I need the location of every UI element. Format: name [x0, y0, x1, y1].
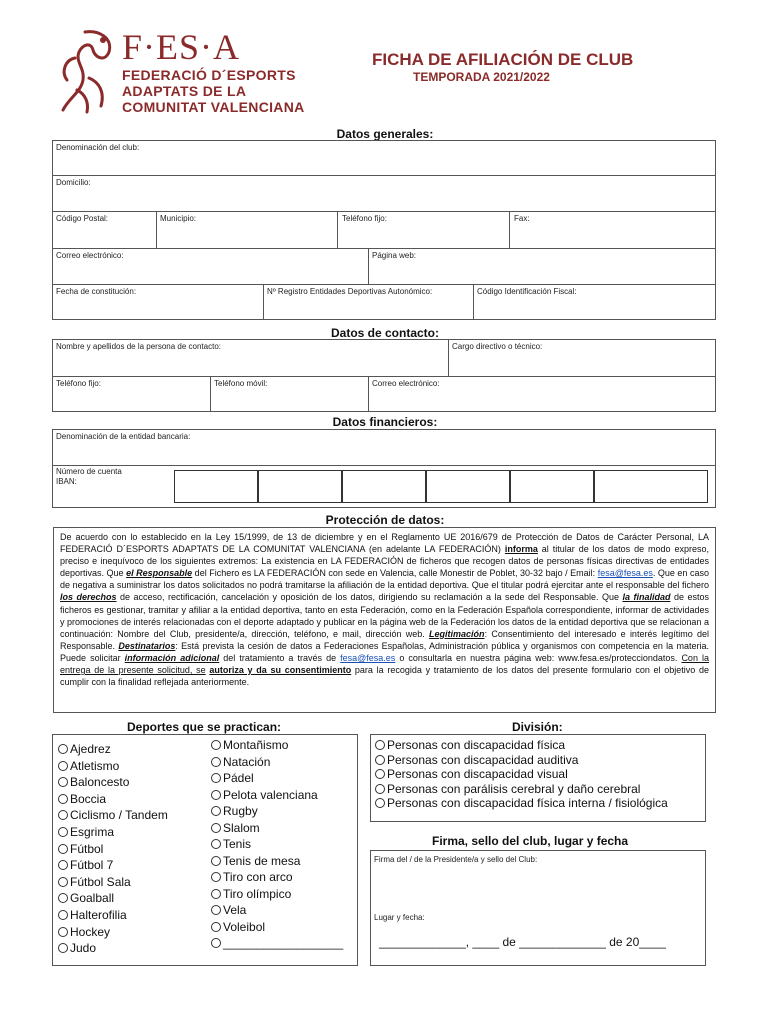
radio-icon[interactable] — [211, 773, 221, 783]
radio-icon[interactable] — [211, 938, 221, 948]
sport-col1-option[interactable] — [58, 842, 103, 856]
label-cuenta-1: Número de cuenta — [56, 467, 122, 476]
radio-icon[interactable] — [58, 777, 68, 787]
division-option[interactable] — [375, 738, 565, 752]
sport-col2-option[interactable] — [211, 854, 300, 868]
sport-col1-option[interactable] — [58, 792, 106, 806]
sport-col1-option[interactable] — [58, 891, 114, 905]
radio-icon[interactable] — [211, 757, 221, 767]
radio-icon[interactable] — [375, 755, 385, 765]
sport-col2-label: Tiro con arco — [223, 870, 293, 884]
firma-title: Firma, sello del club, lugar y fecha — [432, 834, 629, 848]
radio-icon[interactable] — [375, 769, 385, 779]
sport-col2-option[interactable] — [211, 870, 293, 884]
form-title: FICHA DE AFILIACIÓN DE CLUB — [372, 50, 634, 69]
radio-icon[interactable] — [211, 823, 221, 833]
label-entidad-bancaria: Denominación de la entidad bancaria: — [56, 432, 191, 441]
sport-col2-label: Tiro olímpico — [223, 886, 292, 901]
email-link[interactable]: fesa@fesa.es — [597, 568, 653, 579]
radio-icon[interactable] — [375, 784, 385, 794]
privacy-text: De acuerdo con lo establecido en la Ley 15/1999, de 13 de diciembre y en el Reglamento UE 2016/679 de Protección de Datos de Carácter Personal, LA FEDERACIÓ D´ESPORTS ADAPTATS DE LA COMUNITAT VALENCIANA (en adelante LA FEDERACIÓN) informa al titular de los datos de modo expreso, preciso e inequívoco de los siguientes extremos: La existencia en LA FEDERACIÓN de ficheros que recogen datos de personas físicas directivas de entidades deportivas. Que el Responsable del Fichero es LA FEDERACIÓN con sede en Valencia, calle Monestir de Poblet, 30-32 bajo / Email: fesa@fesa.es. Que en caso de negativa a suministrar los datos solicitados no podrá tramitarse la afiliación de la entidad deportiva. Que el titular podrá ejercitar ante el responsable del fichero los derechos de acceso, rectificación, cancelación y oposición de los datos, dirigiendo su reclamación a la sede del Responsable. Que la finalidad de estos ficheros es gestionar, tramitar y afiliar a la entidad deportiva, tanto en esta Federación, como en la Federación Española correspondiente, informar de actividades y promociones de interés relacionadas con el deporte adaptado y publicar en la página web de la Federación los datos de la entidad deportiva que se relacionan a continuación: Nombre del Club, presidente/a, dirección, teléfono, e mail, dirección web. Legitimación: Consentimiento del interesado e interés legítimo del Responsable. Destinatarios: Está prevista la cesión de datos a Federaciones Españolas, Administración pública y organismos con competencia en la materia. Puede solicitar información adicional del tratamiento a través de fesa@fesa.es o consultarla en nuestra página web: www.fesa.es/protecciondatos. Con la entrega de la presente solicitud, se autoriza y da su consentimiento para la recogida y tratamiento de los datos del presente formulario con el objetivo de cumplir con la finalidad reflejada anteriormente. — [53, 527, 716, 713]
radio-icon[interactable] — [58, 877, 68, 887]
sport-col2-label: Pádel — [223, 771, 254, 785]
sport-col2-label: Rugby — [223, 804, 258, 818]
sport-col2-option[interactable] — [211, 936, 343, 950]
sport-col2-option[interactable] — [211, 920, 265, 934]
sport-col1-label: Fútbol 7 — [70, 858, 114, 873]
iban-cell-6[interactable] — [594, 470, 708, 503]
radio-icon[interactable] — [211, 922, 221, 932]
label-municipio: Municipio: — [160, 214, 197, 223]
radio-icon[interactable] — [211, 889, 221, 899]
section-contacto-title: Datos de contacto: — [330, 326, 439, 340]
iban-cell-5[interactable] — [510, 470, 594, 503]
sport-col1-option[interactable] — [58, 941, 96, 955]
contacto-box — [52, 339, 716, 412]
radio-icon[interactable] — [58, 794, 68, 804]
radio-icon[interactable] — [58, 744, 68, 754]
label-lugar-fecha: Lugar y fecha: — [374, 913, 425, 922]
sport-col1-label: Ciclismo / Tandem — [70, 808, 168, 823]
sport-col1-label: Esgrima — [70, 825, 115, 839]
radio-icon[interactable] — [375, 798, 385, 808]
sport-col2-option[interactable] — [211, 771, 254, 785]
sport-col2-option[interactable] — [211, 887, 291, 901]
label-firma: Firma del / de la Presidente/a y sello del Club: — [374, 855, 538, 864]
division-title: División: — [512, 720, 563, 734]
sport-col2-label: Natación — [223, 754, 271, 769]
radio-icon[interactable] — [211, 905, 221, 915]
iban-cell-2[interactable] — [258, 470, 342, 503]
label-registro: Nº Registro Entidades Deportivas Autonómico: — [267, 287, 433, 296]
radio-icon[interactable] — [58, 844, 68, 854]
sport-col1-option[interactable] — [58, 775, 129, 789]
sport-col1-option[interactable] — [58, 925, 110, 939]
label-cuenta-2: IBAN: — [56, 477, 77, 486]
label-contacto-telefono-fijo: Teléfono fijo: — [56, 379, 101, 388]
field-fax[interactable] — [510, 212, 715, 249]
email-link-2[interactable]: fesa@fesa.es — [340, 652, 396, 663]
radio-icon[interactable] — [211, 856, 221, 866]
field-domicilio[interactable] — [53, 176, 715, 212]
sport-col1-label: Halterofilia — [70, 908, 127, 922]
division-option[interactable] — [375, 767, 568, 781]
division-option[interactable] — [375, 796, 668, 810]
sport-col1-label: Judo — [70, 941, 97, 956]
sport-col2-option[interactable] — [211, 903, 246, 917]
sport-col1-option[interactable] — [58, 825, 114, 839]
sport-col2-label: Voleibol — [223, 919, 266, 934]
logo-fesa-text: F·ES·A — [122, 27, 241, 67]
sport-col1-label: Fútbol — [70, 841, 104, 856]
sport-col1-label: Atletismo — [70, 758, 120, 773]
label-codigo-postal: Código Postal: — [56, 214, 109, 223]
iban-cell-3[interactable] — [342, 470, 426, 503]
division-label: Personas con discapacidad auditiva — [387, 752, 579, 767]
field-denominacion[interactable] — [53, 141, 715, 176]
logo-line-1: FEDERACIÓ D´ESPORTS — [122, 67, 296, 83]
fesa-logo-icon — [55, 28, 117, 114]
label-denominacion: Denominación del club: — [56, 143, 140, 152]
division-option[interactable] — [375, 753, 578, 767]
label-contacto-nombre: Nombre y apellidos de la persona de contacto: — [56, 342, 221, 351]
division-label: Personas con parálisis cerebral y daño cerebral — [387, 781, 641, 796]
section-generales-title: Datos generales: — [336, 127, 434, 141]
radio-icon[interactable] — [211, 872, 221, 882]
label-fax: Fax: — [514, 214, 530, 223]
sport-col1-label: Hockey — [70, 924, 111, 939]
radio-icon[interactable] — [211, 806, 221, 816]
sport-col2-label: Montañismo — [223, 738, 289, 752]
sport-col2-option[interactable] — [211, 738, 288, 752]
sport-col2-option[interactable] — [211, 788, 318, 802]
radio-icon[interactable] — [58, 943, 68, 953]
label-telefono-fijo: Teléfono fijo: — [342, 214, 387, 223]
sport-col1-label: Baloncesto — [70, 775, 130, 790]
label-correo: Correo electrónico: — [56, 251, 124, 260]
radio-icon[interactable] — [58, 927, 68, 937]
sport-col1-option[interactable] — [58, 808, 168, 822]
firma-box — [370, 850, 706, 966]
iban-cell-1[interactable] — [174, 470, 258, 503]
division-label: Personas con discapacidad física interna / fisiológica — [387, 796, 668, 811]
sport-col2-label: Vela — [223, 903, 247, 917]
radio-icon[interactable] — [58, 827, 68, 837]
form-season: TEMPORADA 2021/2022 — [413, 70, 550, 84]
radio-icon[interactable] — [58, 893, 68, 903]
sport-col2-option[interactable] — [211, 837, 251, 851]
sport-col2-option[interactable] — [211, 821, 260, 835]
radio-icon[interactable] — [58, 910, 68, 920]
sport-col1-label: Fútbol Sala — [70, 874, 131, 889]
label-pagina-web: Página web: — [372, 251, 417, 260]
radio-icon[interactable] — [375, 740, 385, 750]
sport-col2-option[interactable] — [211, 804, 258, 818]
label-domicilio: Domicilio: — [56, 178, 91, 187]
field-pagina-web[interactable] — [369, 249, 715, 285]
generales-box — [52, 140, 716, 320]
label-contacto-movil: Teléfono móvil: — [214, 379, 268, 388]
radio-icon[interactable] — [211, 790, 221, 800]
radio-icon[interactable] — [58, 810, 68, 820]
label-contacto-cargo: Cargo directivo o técnico: — [452, 342, 543, 351]
division-label: Personas con discapacidad visual — [387, 767, 568, 782]
sport-col1-option[interactable] — [58, 875, 131, 889]
division-label: Personas con discapacidad física — [387, 738, 566, 752]
label-contacto-correo: Correo electrónico: — [372, 379, 440, 388]
radio-icon[interactable] — [211, 839, 221, 849]
label-fecha-constitucion: Fecha de constitución: — [56, 287, 137, 296]
section-proteccion-title: Protección de datos: — [325, 513, 445, 527]
label-cif: Código Identificación Fiscal: — [477, 287, 577, 296]
radio-icon[interactable] — [211, 740, 221, 750]
sport-col1-label: Ajedrez — [70, 742, 111, 756]
sport-col1-option[interactable] — [58, 742, 111, 756]
logo-line-3: COMUNITAT VALENCIANA — [122, 99, 305, 115]
sport-col2-label: Pelota valenciana — [223, 787, 318, 802]
radio-icon[interactable] — [58, 761, 68, 771]
sport-col2-option[interactable] — [211, 755, 270, 769]
sport-col2-label: Tenis — [223, 837, 252, 851]
division-option[interactable] — [375, 782, 640, 796]
iban-cell-4[interactable] — [426, 470, 510, 503]
sport-col2-label: Slalom — [223, 820, 260, 835]
section-financieros-title: Datos financieros: — [332, 415, 438, 429]
sport-col2-label: __________________ — [223, 936, 344, 950]
sport-col1-label: Boccia — [70, 791, 107, 806]
deportes-title: Deportes que se practican: — [127, 720, 282, 734]
logo-line-2: ADAPTATS DE LA — [122, 83, 247, 99]
sport-col1-label: Goalball — [70, 891, 115, 906]
sport-col1-option[interactable] — [58, 858, 113, 872]
radio-icon[interactable] — [58, 860, 68, 870]
date-line[interactable]: _____________, ____ de _____________ de 20____ — [379, 935, 666, 949]
sport-col1-option[interactable] — [58, 759, 119, 773]
sport-col2-label: Tenis de mesa — [223, 853, 301, 868]
sport-col1-option[interactable] — [58, 908, 127, 922]
